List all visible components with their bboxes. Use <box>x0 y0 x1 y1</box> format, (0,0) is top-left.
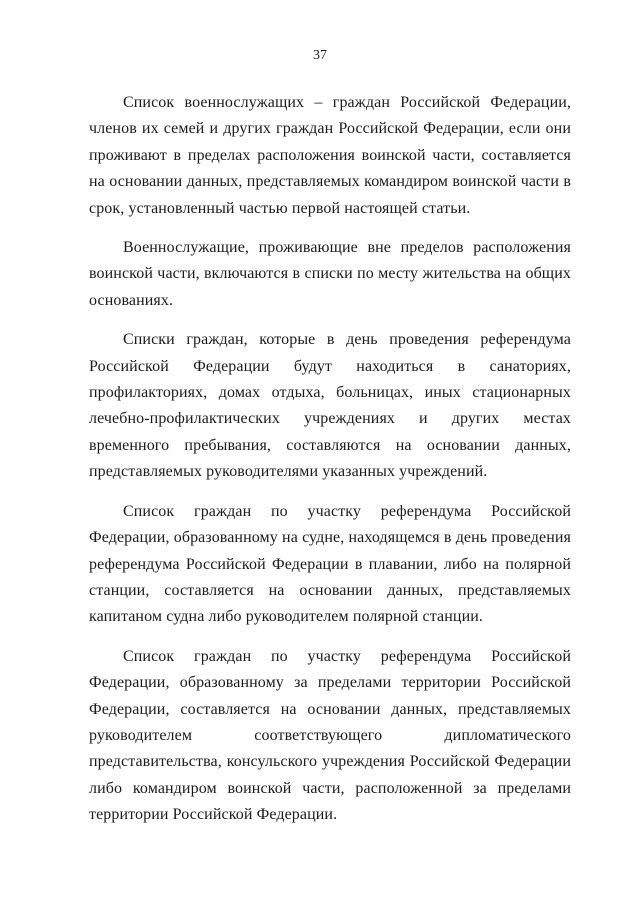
paragraph-abroad: Список граждан по участку референдума Российской Федерации, образованному за пределами территории Российской Федерации, составляется на основании данных, представляемых руководителем соответствующего дипломатического представительства, консульского учреждения Российской Федерации либо командиром воинской части, расположенной за пределами территории Российской Федерации. <box>89 647 571 824</box>
paragraph-temporary-stay: Списки граждан, которые в день проведения референдума Российской Федерации будут находиться в санаториях, профилакториях, домах отдыха, больницах, иных стационарных лечебно-профилактических учреждениях и других местах временного пребывания, составляются на основании данных, представляемых руководителями указанных учреждений. <box>89 331 571 481</box>
paragraph-military-outside: Военнослужащие, проживающие вне пределов расположения воинской части, включаются в списки по месту жительства на общих основаниях. <box>89 239 571 309</box>
document-body <box>89 90 571 829</box>
page-number: 37 <box>313 48 327 63</box>
paragraph-ship-polar-station: Список граждан по участку референдума Российской Федерации, образованному на судне, находящемся в день проведения референдума Российской Федерации в плавании, либо на полярной станции, составляется на основании данных, представляемых капитаном судна либо руководителем полярной станции. <box>89 502 571 626</box>
paragraph-military-list: Список военнослужащих – граждан Российской Федерации, членов их семей и других граждан Российской Федерации, если они проживают в пределах расположения воинской части, составляется на основании данных, представляемых командиром воинской части в срок, установленный частью первой настоящей статьи. <box>89 94 571 217</box>
